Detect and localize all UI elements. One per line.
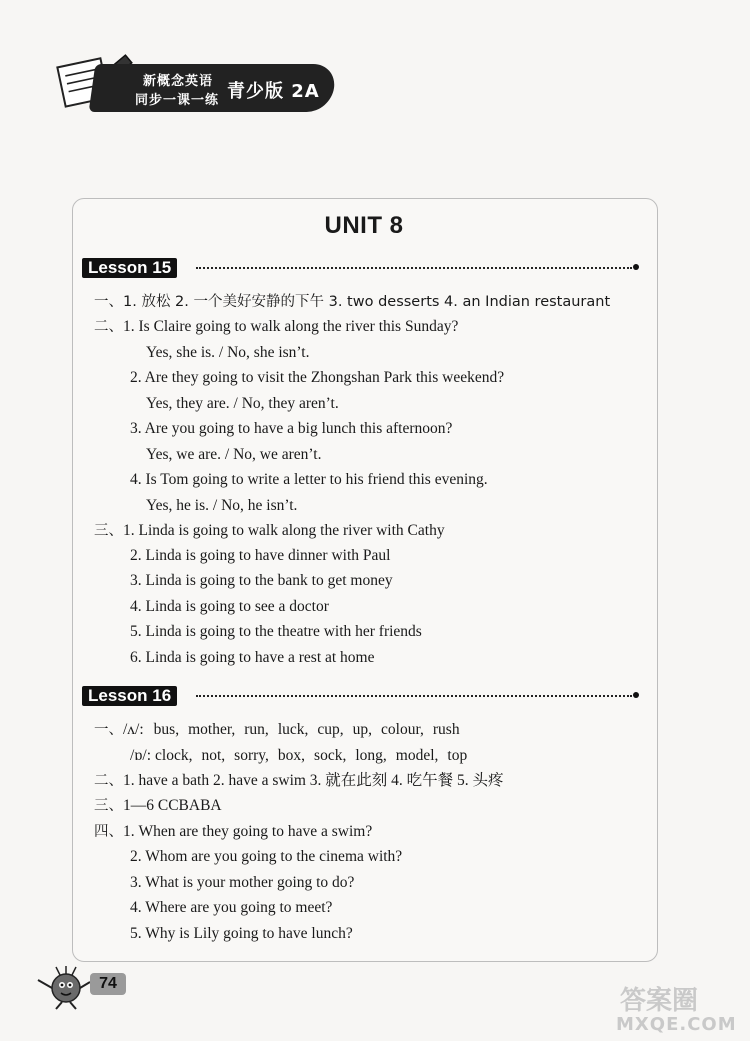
series-subtitle: 同步一课一练 — [135, 93, 220, 108]
phonics-word: cup, — [317, 721, 344, 738]
l15-s3-item: 三、1. Linda is going to walk along the river with Cathy — [94, 522, 445, 539]
l15-s3-item: 4. Linda is going to see a doctor — [130, 598, 329, 615]
phonics-word: colour, — [381, 721, 424, 738]
l16-s3-text: 1—6 CCBABA — [123, 797, 222, 814]
l15-s2-item: 4. Is Tom going to write a letter to his friend this evening. — [130, 471, 488, 488]
phonics-word: not, — [201, 747, 226, 764]
phonics-word: clock, — [155, 747, 193, 764]
l15-s2-item: 二、1. Is Claire going to walk along the river this Sunday? — [94, 318, 459, 335]
watermark — [610, 980, 750, 1040]
l15-s2-item: Yes, he is. / No, he isn’t. — [146, 497, 298, 514]
l16-s1-row2: /ɒ/: clock, not, sorry, box, sock, long, model, top — [130, 747, 468, 764]
phonics-word: sorry, — [234, 747, 269, 764]
l16-s4-item: 2. Whom are you going to the cinema with? — [130, 848, 403, 865]
phonics-word: model, — [395, 747, 439, 764]
l15-s3-item: 5. Linda is going to the theatre with her friends — [130, 623, 422, 640]
l16-s2-text: 1. have a bath 2. have a swim 3. 就在此刻 4. 吃午餐 5. 头疼 — [123, 772, 504, 789]
l15-s3-item: 6. Linda is going to have a rest at home — [130, 649, 375, 666]
l16-s2: 二、1. have a bath 2. have a swim 3. 就在此刻 4. 吃午餐 5. 头疼 — [94, 772, 504, 789]
phonics-word: bus, — [153, 721, 180, 738]
l15-s2-item: Yes, they are. / No, they aren’t. — [146, 395, 339, 412]
divider-end-dot — [633, 264, 639, 270]
l16-s4-item: 四、1. When are they going to have a swim? — [94, 823, 373, 840]
l16-s4-item: 4. Where are you going to meet? — [130, 899, 333, 916]
phonics-word: long, — [355, 747, 387, 764]
header-text — [135, 69, 325, 109]
watermark-url: MXQE.COM — [616, 1014, 737, 1035]
l16-s4-item: 5. Why is Lily going to have lunch? — [130, 925, 353, 942]
l16-s3: 三、1—6 CCBABA — [94, 797, 222, 814]
l15-s2-item: Yes, she is. / No, she isn’t. — [146, 344, 310, 361]
unit-title: UNIT 8 — [324, 212, 404, 239]
l16-s4-item: 3. What is your mother going to do? — [130, 874, 355, 891]
l15-s2-item: Yes, we are. / No, we aren’t. — [146, 446, 322, 463]
lesson-16-tag: Lesson 16 — [82, 686, 177, 706]
edition-label: 青少版 2A — [227, 81, 320, 102]
phonics-word: luck, — [277, 721, 309, 738]
l15-s2-item: 2. Are they going to visit the Zhongshan Park this weekend? — [130, 369, 505, 386]
l16-s1-row1: 一、/ʌ/: bus, mother, run, luck, cup, up, colour, rush — [94, 721, 460, 738]
phonics-word: top — [447, 747, 468, 764]
phonics-word: up, — [352, 721, 373, 738]
phonics-word: sock, — [314, 747, 347, 764]
lesson-15-tag: Lesson 15 — [82, 258, 177, 278]
divider-end-dot — [633, 692, 639, 698]
mascot-icon — [32, 962, 92, 1010]
series-title: 新概念英语 — [143, 74, 214, 89]
l15-s3-item: 2. Linda is going to have dinner with Paul — [130, 547, 391, 564]
page-number: 74 — [90, 973, 126, 995]
l15-s1: 一、1. 放松 2. 一个美好安静的下午 3. two desserts 4. an Indian restaurant — [94, 294, 611, 310]
lesson-15-divider — [196, 267, 632, 269]
phonics-word: rush — [432, 721, 460, 738]
phonics-word: run, — [244, 721, 269, 738]
l15-s3-item: 3. Linda is going to the bank to get money — [130, 572, 393, 589]
phonics-word: mother, — [188, 721, 236, 738]
l15-s1-text: 1. 放松 2. 一个美好安静的下午 3. two desserts 4. an Indian restaurant — [123, 294, 611, 310]
l15-s2-item: 3. Are you going to have a big lunch this afternoon? — [130, 420, 453, 437]
watermark-logo-text: 答案圈 — [620, 986, 699, 1016]
lesson-16-divider — [196, 695, 632, 697]
phonics-word: box, — [277, 747, 306, 764]
